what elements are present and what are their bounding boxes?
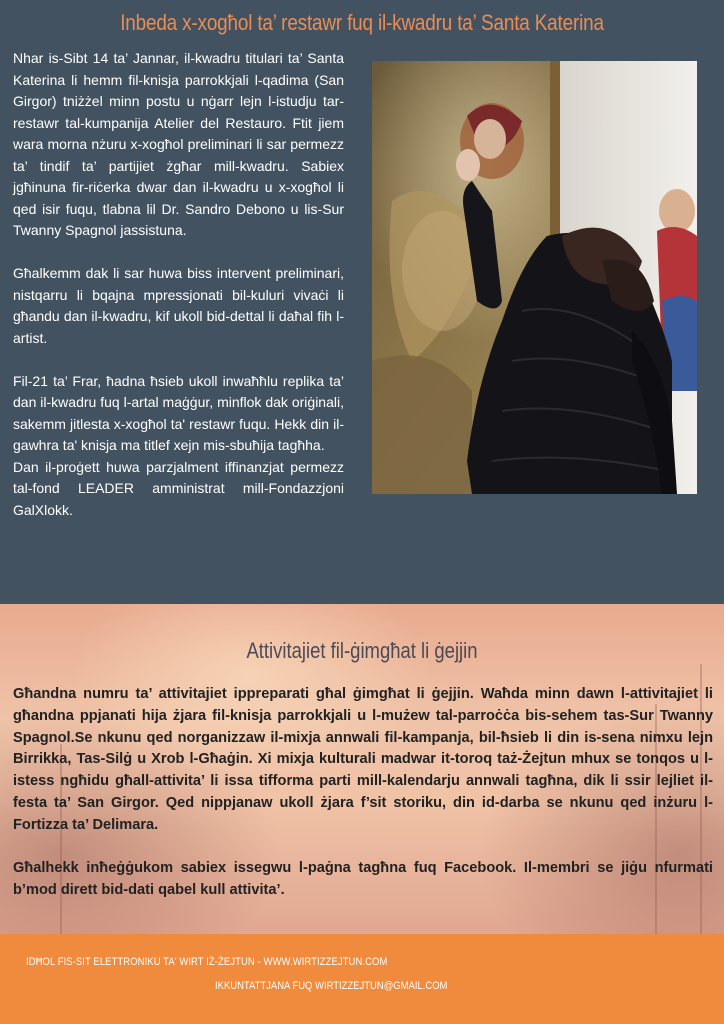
article-paragraph: Għalkemm dak li sar huwa biss intervent preliminari, nistqarru li bqajna mpressjonati bil-kuluri vivaċi li għandu dan il-kwadru, kif ukoll bid-dettal li daħal fih l-artist. (13, 265, 344, 346)
footer (0, 934, 724, 1024)
footer-email-link[interactable]: IKKUNTATTJANA FUQ WIRTIZZEJTUN@GMAIL.COM (215, 980, 448, 992)
article-text (13, 48, 344, 521)
footer-website-link[interactable]: IDĦOL FIS-SIT ELETTRONIKU TA' WIRT IŻ-ŻEJTUN - WWW.WIRTIZZEJTUN.COM (26, 956, 388, 968)
activities-paragraph: Għalhekk inħeġġukom sabiex issegwu l-paġna tagħna fuq Facebook. Il-membri se jiġu nfurmati b’mod dirett bid-dati qabel kull attivita’. (13, 860, 713, 899)
activities-section (0, 604, 724, 934)
article-paragraph: Dan il-proġett huwa parzjalment iffinanzjat permezz tal-fond LEADER amministrat mill-Fondazzjoni GalXlokk. (13, 458, 344, 518)
activities-text (13, 684, 713, 902)
restoration-photo (372, 61, 697, 494)
article-paragraph: Nhar is-Sibt 14 ta’ Jannar, il-kwadru titulari ta’ Santa Katerina li hemm fil-knisja parrokkjali l-qadima (San Girgor) tniżżel minn postu u nġarr lejn l-istudju tar-restawr tal-kumpanija Atelier del Restauro. Ftit jiem wara morna nżuru x-xogħol preliminari li sar permezz ta’ tindif ta’ partijiet żgħar mill-kwadru. Sabiex jgħinuna fir-riċerka dwar dan il-kwadru u x-xogħol li qed isir fuqu, tlabna lil Dr. Sandro Debono u lis-Sur Twanny Spagnol jassistuna. (13, 50, 344, 238)
page-title: Inbeda x-xogħol ta’ restawr fuq il-kwadru ta’ Santa Katerina (120, 10, 604, 35)
article-paragraph: Fil-21 ta’ Frar, ħadna ħsieb ukoll inwaħħlu replika ta’ dan il-kwadru fuq l-artal maġġur, minflok dak oriġinali, sakemm jitlesta x-xogħol ta' restawr fuqu. Hekk din il-gawhra ta' knisja ma titlef xejn mis-sbuħija tagħha. (13, 372, 344, 453)
activities-heading: Attivitajiet fil-ġimgħat li ġejjin (246, 638, 478, 663)
activities-paragraph: Għandna numru ta’ attivitajiet ippreparati għal ġimgħat li ġejjin. Waħda minn dawn l-attivitajiet li għandna ppjanati hija żjara fil-knisja parrokkjali u l-mużew tal-parroċċa bis-sehem tas-Sur Twanny Spagnol.Se nkunu qed norganizzaw il-mixja annwali fil-kampanja, bil-ħsieb li din is-sena nimxu lejn Birrikka, Tas-Silġ u Xrob l-Għaġin. Xi mixja kulturali madwar it-toroq taż-Żejtun mhux se tonqos u l-istess ngħidu għall-attivita’ li issa tifforma parti mill-kalendarju annwali tagħna, dik li ssir lejliet il-festa ta’ San Girgor. Qed nippjanaw ukoll żjara f’sit storiku, din id-darba se nkunu qed inżuru l-Fortizza ta’ Delimara. (13, 686, 713, 833)
